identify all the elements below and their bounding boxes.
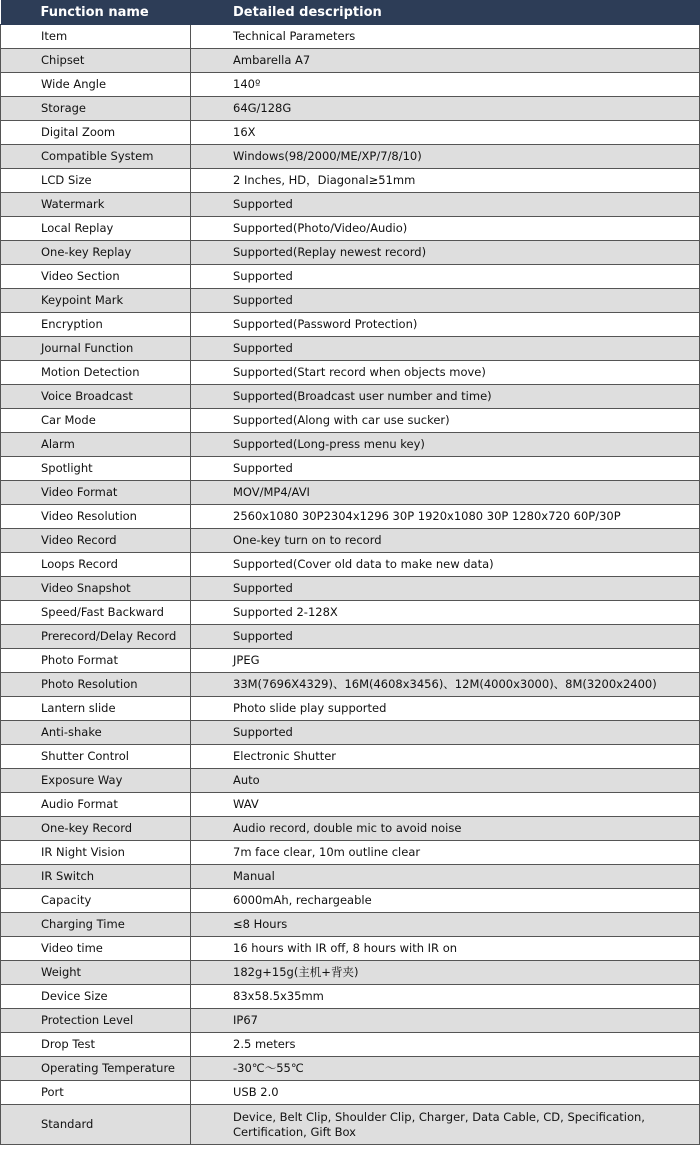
- table-row: [1, 745, 700, 769]
- function-name-cell: Lantern slide: [1, 697, 191, 721]
- table-header-row: [1, 0, 700, 25]
- table-row: [1, 97, 700, 121]
- function-name-cell: One-key Record: [1, 817, 191, 841]
- function-name-cell: Drop Test: [1, 1033, 191, 1057]
- function-name-cell: Port: [1, 1081, 191, 1105]
- function-name-cell: Alarm: [1, 433, 191, 457]
- function-name-cell: Digital Zoom: [1, 121, 191, 145]
- table-row: [1, 961, 700, 985]
- table-row: [1, 721, 700, 745]
- table-row: [1, 505, 700, 529]
- function-name-cell: Item: [1, 25, 191, 49]
- detailed-description-cell: Audio record, double mic to avoid noise: [191, 817, 700, 841]
- table-row: [1, 289, 700, 313]
- detailed-description-cell: Supported(Along with car use sucker): [191, 409, 700, 433]
- table-row: [1, 145, 700, 169]
- table-row: [1, 1033, 700, 1057]
- detailed-description-cell: Supported: [191, 457, 700, 481]
- table-row: [1, 313, 700, 337]
- function-name-cell: Capacity: [1, 889, 191, 913]
- detailed-description-cell: Supported 2-128X: [191, 601, 700, 625]
- detailed-description-cell: 83x58.5x35mm: [191, 985, 700, 1009]
- detailed-description-cell: Supported: [191, 337, 700, 361]
- table-row: [1, 169, 700, 193]
- table-row: [1, 73, 700, 97]
- detailed-description-cell: 2 Inches, HD，Diagonal≥51mm: [191, 169, 700, 193]
- function-name-cell: Standard: [1, 1105, 191, 1145]
- detailed-description-cell: 64G/128G: [191, 97, 700, 121]
- function-name-cell: Charging Time: [1, 913, 191, 937]
- detailed-description-cell: Supported: [191, 721, 700, 745]
- detailed-description-cell: MOV/MP4/AVI: [191, 481, 700, 505]
- table-row: [1, 769, 700, 793]
- detailed-description-cell: Ambarella A7: [191, 49, 700, 73]
- function-name-cell: Local Replay: [1, 217, 191, 241]
- detailed-description-cell: Supported(Broadcast user number and time): [191, 385, 700, 409]
- detailed-description-cell: Electronic Shutter: [191, 745, 700, 769]
- detailed-description-cell: 2.5 meters: [191, 1033, 700, 1057]
- function-name-cell: Video Snapshot: [1, 577, 191, 601]
- detailed-description-cell: Supported: [191, 577, 700, 601]
- detailed-description-cell: Device, Belt Clip, Shoulder Clip, Charger, Data Cable, CD, Specification, Certification, Gift Box: [191, 1105, 700, 1145]
- table-row: [1, 937, 700, 961]
- detailed-description-cell: Technical Parameters: [191, 25, 700, 49]
- function-name-cell: Motion Detection: [1, 361, 191, 385]
- function-name-cell: Protection Level: [1, 1009, 191, 1033]
- table-row: [1, 481, 700, 505]
- table-row: [1, 193, 700, 217]
- table-row: [1, 361, 700, 385]
- table-row: [1, 601, 700, 625]
- table-row: [1, 553, 700, 577]
- detailed-description-cell: 33M(7696X4329)、16M(4608x3456)、12M(4000x3000)、8M(3200x2400): [191, 673, 700, 697]
- table-row: [1, 265, 700, 289]
- detailed-description-cell: Supported: [191, 265, 700, 289]
- function-name-cell: Car Mode: [1, 409, 191, 433]
- detailed-description-cell: IP67: [191, 1009, 700, 1033]
- detailed-description-cell: Supported(Start record when objects move): [191, 361, 700, 385]
- detailed-description-cell: Auto: [191, 769, 700, 793]
- detailed-description-cell: WAV: [191, 793, 700, 817]
- function-name-cell: IR Night Vision: [1, 841, 191, 865]
- table-row: [1, 409, 700, 433]
- function-name-cell: Video Format: [1, 481, 191, 505]
- function-name-cell: IR Switch: [1, 865, 191, 889]
- table-row: [1, 337, 700, 361]
- table-row: [1, 25, 700, 49]
- table-row: [1, 433, 700, 457]
- function-name-cell: Operating Temperature: [1, 1057, 191, 1081]
- detailed-description-cell: Supported: [191, 289, 700, 313]
- table-row: [1, 1009, 700, 1033]
- table-row: [1, 673, 700, 697]
- function-name-cell: Shutter Control: [1, 745, 191, 769]
- function-name-cell: Video Section: [1, 265, 191, 289]
- table-row: [1, 793, 700, 817]
- detailed-description-cell: Supported: [191, 625, 700, 649]
- table-row: [1, 1105, 700, 1145]
- function-name-cell: Spotlight: [1, 457, 191, 481]
- function-name-cell: Audio Format: [1, 793, 191, 817]
- function-name-cell: Photo Format: [1, 649, 191, 673]
- table-row: [1, 121, 700, 145]
- function-name-cell: Prerecord/Delay Record: [1, 625, 191, 649]
- table-row: [1, 817, 700, 841]
- detailed-description-cell: -30℃～55℃: [191, 1057, 700, 1081]
- table-row: [1, 1057, 700, 1081]
- table-row: [1, 649, 700, 673]
- function-name-cell: Wide Angle: [1, 73, 191, 97]
- function-name-cell: Video Record: [1, 529, 191, 553]
- table-row: [1, 577, 700, 601]
- function-name-cell: One-key Replay: [1, 241, 191, 265]
- function-name-cell: Compatible System: [1, 145, 191, 169]
- table-row: [1, 841, 700, 865]
- detailed-description-cell: 16X: [191, 121, 700, 145]
- table-row: [1, 529, 700, 553]
- function-name-cell: Encryption: [1, 313, 191, 337]
- function-name-cell: Chipset: [1, 49, 191, 73]
- function-name-cell: Speed/Fast Backward: [1, 601, 191, 625]
- function-name-cell: Video Resolution: [1, 505, 191, 529]
- function-name-cell: Photo Resolution: [1, 673, 191, 697]
- detailed-description-header: Detailed description: [191, 0, 700, 25]
- detailed-description-cell: JPEG: [191, 649, 700, 673]
- function-name-cell: Watermark: [1, 193, 191, 217]
- table-row: [1, 457, 700, 481]
- detailed-description-cell: 182g+15g(主机+背夹): [191, 961, 700, 985]
- detailed-description-cell: Supported(Replay newest record): [191, 241, 700, 265]
- table-row: [1, 865, 700, 889]
- detailed-description-cell: 2560x1080 30P2304x1296 30P 1920x1080 30P 1280x720 60P/30P: [191, 505, 700, 529]
- table-row: [1, 241, 700, 265]
- table-row: [1, 217, 700, 241]
- table-row: [1, 697, 700, 721]
- detailed-description-cell: Manual: [191, 865, 700, 889]
- table-row: [1, 1081, 700, 1105]
- detailed-description-cell: 140º: [191, 73, 700, 97]
- detailed-description-cell: One-key turn on to record: [191, 529, 700, 553]
- function-name-cell: Video time: [1, 937, 191, 961]
- function-name-cell: Keypoint Mark: [1, 289, 191, 313]
- function-name-cell: Storage: [1, 97, 191, 121]
- function-name-cell: Anti-shake: [1, 721, 191, 745]
- function-name-cell: LCD Size: [1, 169, 191, 193]
- detailed-description-cell: USB 2.0: [191, 1081, 700, 1105]
- detailed-description-cell: 6000mAh, rechargeable: [191, 889, 700, 913]
- detailed-description-cell: Photo slide play supported: [191, 697, 700, 721]
- function-name-cell: Journal Function: [1, 337, 191, 361]
- table-row: [1, 49, 700, 73]
- table-row: [1, 625, 700, 649]
- function-name-cell: Exposure Way: [1, 769, 191, 793]
- detailed-description-cell: Supported(Photo/Video/Audio): [191, 217, 700, 241]
- table-row: [1, 985, 700, 1009]
- function-name-cell: Loops Record: [1, 553, 191, 577]
- detailed-description-cell: Supported: [191, 193, 700, 217]
- detailed-description-cell: Supported(Password Protection): [191, 313, 700, 337]
- function-name-header: Function name: [1, 0, 191, 25]
- spec-table-body: [1, 25, 700, 1145]
- detailed-description-cell: ≤8 Hours: [191, 913, 700, 937]
- detailed-description-cell: Supported(Cover old data to make new data): [191, 553, 700, 577]
- function-name-cell: Device Size: [1, 985, 191, 1009]
- detailed-description-cell: 16 hours with IR off, 8 hours with IR on: [191, 937, 700, 961]
- detailed-description-cell: 7m face clear, 10m outline clear: [191, 841, 700, 865]
- detailed-description-cell: Windows(98/2000/ME/XP/7/8/10): [191, 145, 700, 169]
- function-name-cell: Voice Broadcast: [1, 385, 191, 409]
- table-row: [1, 913, 700, 937]
- table-row: [1, 385, 700, 409]
- table-row: [1, 889, 700, 913]
- detailed-description-cell: Supported(Long-press menu key): [191, 433, 700, 457]
- function-name-cell: Weight: [1, 961, 191, 985]
